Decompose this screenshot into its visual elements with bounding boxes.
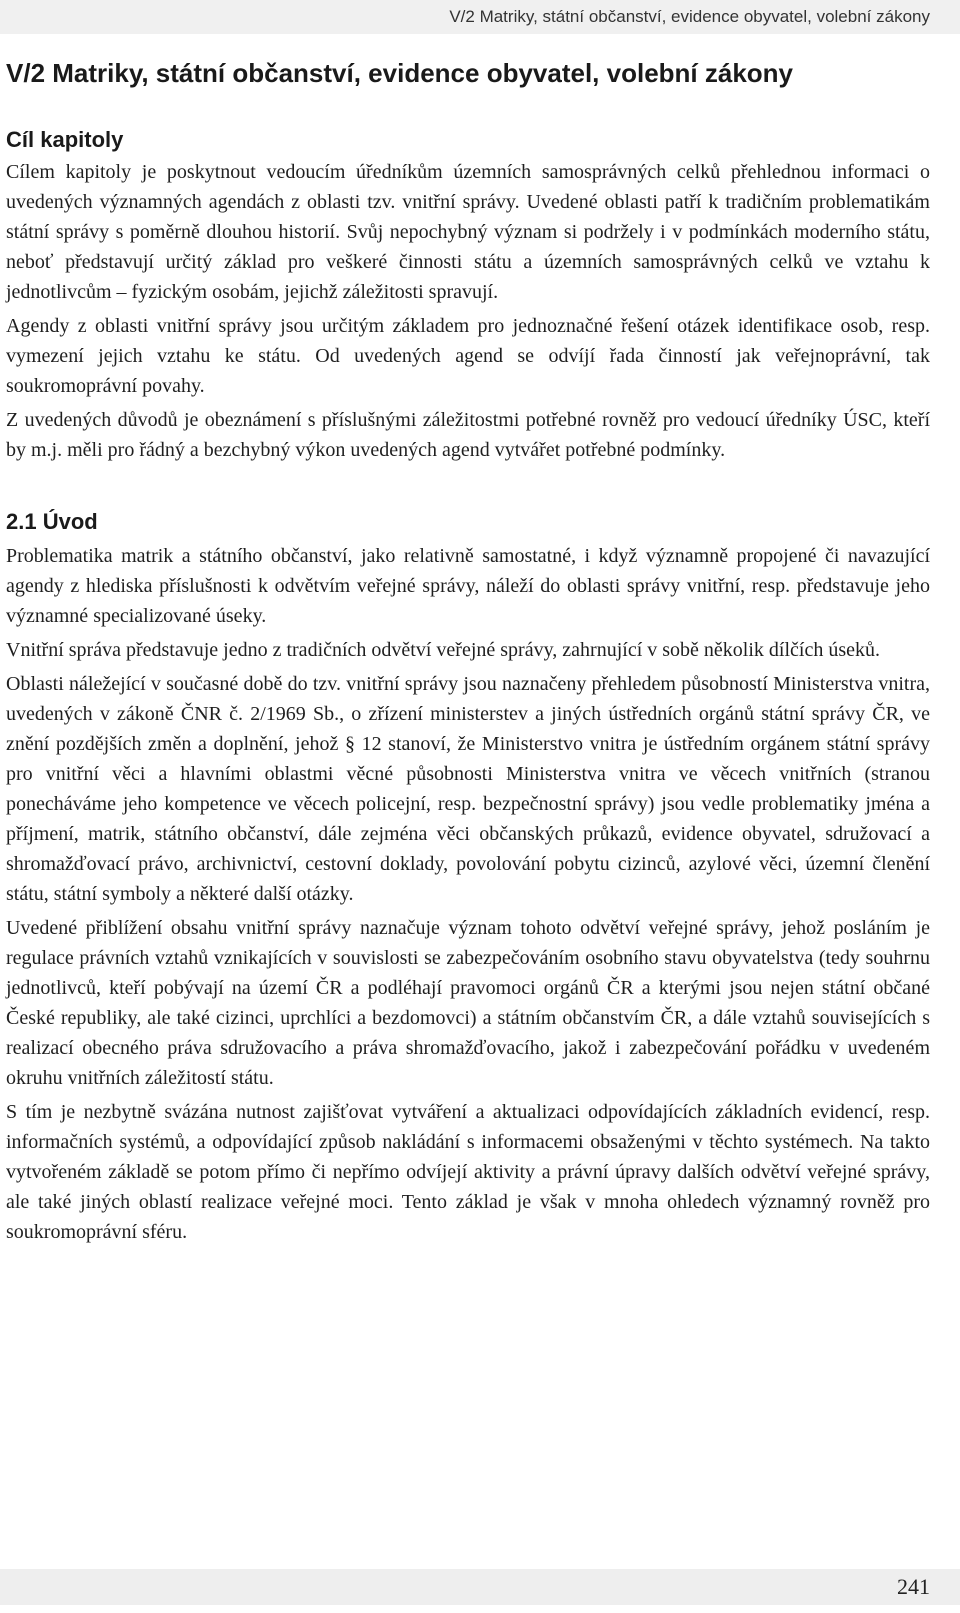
page-content bbox=[6, 58, 930, 1251]
running-header bbox=[0, 0, 960, 34]
intro-section bbox=[6, 509, 930, 1247]
intro-paragraph: S tím je nezbytně svázána nutnost zajišťovat vytváření a aktualizaci odpovídajících základních evidencí, resp. informačních systémů, a odpovídající způsob nakládání s informacemi obsaženými v těchto systémech. Na takto vytvořeném základě se potom přímo či nepřímo odvíjejí aktivity a právní úpravy dalších odvětví veřejné správy, ale také jiných oblastí realizace veřejné moci. Tento základ je však v mnoha ohledech významný rovněž pro soukromoprávní sféru. bbox=[6, 1101, 930, 1243]
goal-section bbox=[6, 127, 930, 465]
page-number: 241 bbox=[897, 1574, 930, 1599]
intro-paragraph: Uvedené přiblížení obsahu vnitřní správy naznačuje význam tohoto odvětví veřejné správy, jehož posláním je regulace právních vztahů vznikajících v souvislosti se zabezpečováním osobního stavu obyvatelstva (tedy souhrnu jednotlivců, kteří pobývají na území ČR a podléhají pravomoci orgánů ČR a kterými jsou nejen státní občané České republiky, ale také cizinci, uprchlíci a bezdomovci) a státním občanstvím ČR, a dále vztahů souvisejících s realizací obecného práva sdružovacího a práva shromažďovacího, jakož i zabezpečování pořádku v uvedeném okruhu vnitřních záležitostí státu. bbox=[6, 917, 930, 1089]
goal-heading: Cíl kapitoly bbox=[6, 127, 124, 152]
intro-heading: 2.1 Úvod bbox=[6, 509, 98, 534]
intro-paragraph: Vnitřní správa představuje jedno z tradičních odvětví veřejné správy, zahrnující v sobě několik dílčích úseků. bbox=[6, 639, 880, 661]
goal-paragraph: Agendy z oblasti vnitřní správy jsou určitým základem pro jednoznačné řešení otázek identifikace osob, resp. vymezení jejich vztahu ke státu. Od uvedených agend se odvíjí řada činností jak veřejnoprávní, tak soukromoprávní povahy. bbox=[6, 315, 930, 397]
running-header-title: V/2 Matriky, státní občanství, evidence obyvatel, volební zákony bbox=[449, 7, 930, 26]
intro-paragraph: Oblasti náležející v současné době do tzv. vnitřní správy jsou naznačeny přehledem působností Ministerstva vnitra, uvedených v zákoně ČNR č. 2/1969 Sb., o zřízení ministerstev a jiných ústředních orgánů státní správy ČR, ve znění pozdějších změn a doplnění, jehož § 12 stanoví, že Ministerstvo vnitra je ústředním orgánem státní správy pro vnitřní věci a hlavními oblastmi věcné působnosti Ministerstva vnitra ve věcech vnitřních (stranou ponecháváme jeho kompetence ve věcech policejní, resp. bezpečnostní správy) jsou vedle problematiky jména a příjmení, matrik, státního občanství, dále zejména věci občanských průkazů, evidence obyvatel, sdružovací a shromažďovací právo, archivnictví, cestovní doklady, povolování pobytu cizinců, azylové věci, územní členění státu, státní symboly a některé další otázky. bbox=[6, 673, 930, 905]
page-footer bbox=[0, 1569, 960, 1605]
goal-paragraph: Cílem kapitoly je poskytnout vedoucím úředníkům územních samosprávných celků přehlednou informaci o uvedených významných agendách z oblasti tzv. vnitřní správy. Uvedené oblasti patří k tradičním problematikám státní správy s poměrně dlouhou historií. Svůj nepochybný význam si podržely i v podmínkách moderního státu, neboť představují určitý základ pro veškeré činnosti státu a územních samosprávných celků ve vztahu k jednotlivcům – fyzickým osobám, jejichž záležitosti spravují. bbox=[6, 161, 930, 303]
chapter-title: V/2 Matriky, státní občanství, evidence obyvatel, volební zákony bbox=[6, 58, 794, 88]
goal-paragraph: Z uvedených důvodů je obeznámení s příslušnými záležitostmi potřebné rovněž pro vedoucí úředníky ÚSC, kteří by m.j. měli pro řádný a bezchybný výkon uvedených agend vytvářet potřebné podmínky. bbox=[6, 409, 930, 461]
intro-paragraph: Problematika matrik a státního občanství, jako relativně samostatné, i když významně propojené či navazující agendy z hlediska příslušnosti k odvětvím veřejné správy, náleží do oblasti správy vnitřní, resp. představuje jeho významné specializované úseky. bbox=[6, 545, 930, 627]
